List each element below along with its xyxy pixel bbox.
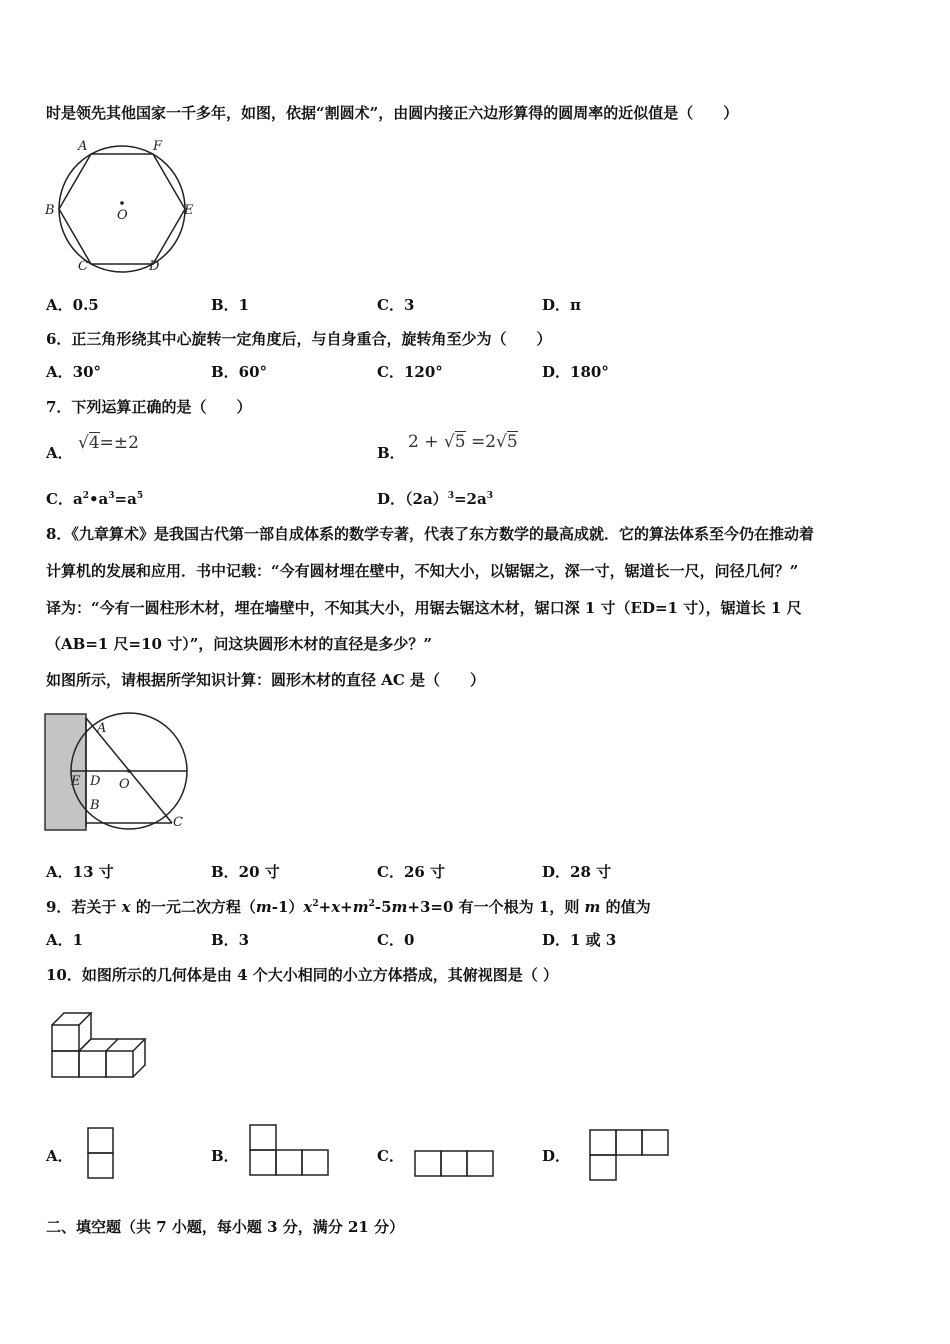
- q7-c-a1: a: [72, 490, 83, 508]
- hexagon-circle-figure: [40, 133, 210, 278]
- label-o: O: [119, 777, 130, 792]
- q9-text-7: +3=0 有一个根为 1，则: [407, 898, 585, 916]
- q9-var-m: m: [255, 898, 272, 916]
- q7-b-radicand-2: 5: [506, 432, 518, 452]
- section-2-title: 二、填空题（共 7 小题，每小题 3 分，满分 21 分）: [46, 1218, 405, 1236]
- q9-var-m: m: [584, 898, 601, 916]
- q5-option-b[interactable]: B．1: [211, 296, 250, 314]
- top-cube-top: [52, 1013, 91, 1025]
- cube-top-front: [52, 1025, 79, 1051]
- q8-line-2: 计算机的发展和应用．书中记载：“今有圆材埋在壁中，不知大小，以锯锯之，深一寸，锯道长一尺，问径几何？”: [46, 562, 799, 580]
- q8-option-d[interactable]: D．28 寸: [542, 863, 612, 881]
- q9-option-a[interactable]: A．1: [46, 931, 84, 949]
- q7-option-a-expr: [78, 433, 139, 453]
- q8-line-5: 如图所示，请根据所学知识计算：圆形木材的直径 AC 是（ ）: [46, 671, 486, 689]
- q9-text-4: +: [318, 898, 332, 916]
- q6-stem: 6．正三角形绕其中心旋转一定角度后，与自身重合，旋转角至少为（ ）: [46, 330, 552, 348]
- q10-option-d[interactable]: D．: [542, 1147, 571, 1165]
- label-c: C: [78, 259, 88, 274]
- q6-option-d[interactable]: D．180°: [542, 363, 609, 381]
- q7-c-dot: •a: [88, 490, 109, 508]
- q6-option-b[interactable]: B．60°: [211, 363, 268, 381]
- q7-c-e2: 3: [108, 491, 115, 501]
- q5-option-a[interactable]: A．0.5: [46, 296, 99, 314]
- q9-var-m: m: [391, 898, 408, 916]
- sqrt-sign: √: [496, 432, 507, 452]
- q9-text-1: 9．若关于: [46, 898, 122, 916]
- q9-var-x: x: [331, 898, 341, 916]
- q10-option-c[interactable]: C．: [377, 1147, 404, 1165]
- square: [88, 1153, 113, 1178]
- q10-option-a[interactable]: A．: [46, 1147, 73, 1165]
- q7-option-b-label[interactable]: B．: [377, 444, 405, 462]
- square: [441, 1151, 467, 1176]
- center-dot: [127, 769, 131, 773]
- q7-option-b-expr: [408, 432, 518, 452]
- q9-option-d[interactable]: D．1 或 3: [542, 931, 617, 949]
- label-c: C: [173, 815, 183, 830]
- cube-bottom-3: [106, 1051, 133, 1077]
- label-d: D: [90, 774, 101, 789]
- square: [415, 1151, 441, 1176]
- cube-bottom-1: [52, 1051, 79, 1077]
- square: [590, 1130, 616, 1155]
- q7-c-e3: 5: [136, 491, 144, 501]
- q10-option-b-figure[interactable]: [248, 1123, 330, 1179]
- label-f: F: [153, 139, 163, 154]
- q5-option-c[interactable]: C．3: [377, 296, 415, 314]
- q8-line-3: 译为：“今有一圆柱形木材，埋在墙壁中，不知其大小，用锯去锯这木材，锯口深 1 寸（ED=1 寸），锯道长 1 尺: [46, 599, 802, 617]
- q10-option-d-figure[interactable]: [588, 1128, 670, 1184]
- q7-d-e1: 3: [447, 491, 454, 501]
- q7-b-radicand-1: 5: [454, 432, 466, 452]
- square: [302, 1150, 328, 1175]
- square: [88, 1128, 113, 1153]
- q8-option-a[interactable]: A．13 寸: [46, 863, 114, 881]
- q9-option-c[interactable]: C．0: [377, 931, 415, 949]
- wall: [45, 714, 86, 830]
- q7-b-mid: =2: [465, 432, 497, 452]
- label-b: B: [90, 798, 100, 813]
- square: [276, 1150, 302, 1175]
- label-e: E: [184, 203, 194, 218]
- q9-text-8: 的值为: [600, 898, 651, 916]
- q10-option-c-figure[interactable]: [413, 1148, 495, 1180]
- q7-d-label: D．: [377, 490, 406, 508]
- label-b: B: [45, 203, 55, 218]
- q7-b-lead: 2 +: [408, 432, 444, 452]
- q8-option-c[interactable]: C．26 寸: [377, 863, 446, 881]
- bottom-divider-1: [106, 1039, 118, 1051]
- square: [250, 1150, 276, 1175]
- q7-c-label: C．: [46, 490, 73, 508]
- square: [467, 1151, 493, 1176]
- label-o: O: [117, 208, 128, 223]
- center-dot: [120, 201, 124, 205]
- q9-stem: [46, 896, 651, 917]
- q7-a-radicand: 4: [88, 433, 100, 453]
- q9-exp-1: 2: [312, 899, 319, 909]
- q9-var-x: x: [121, 898, 131, 916]
- square: [590, 1155, 616, 1180]
- label-a: A: [97, 721, 107, 736]
- q9-text-5: +: [340, 898, 353, 916]
- q8-option-b[interactable]: B．20 寸: [211, 863, 280, 881]
- q9-text-2: 的一元二次方程（: [130, 898, 256, 916]
- q9-exp-2: 2: [368, 899, 375, 909]
- q9-var-x: x: [303, 898, 313, 916]
- cube-bottom-2: [79, 1051, 106, 1077]
- q10-option-a-figure[interactable]: [86, 1126, 116, 1182]
- wood-in-wall-figure: [44, 712, 194, 837]
- q8-line-4: （AB=1 尺=10 寸）”，问这块圆形木材的直径是多少？”: [46, 635, 432, 653]
- sqrt-sign: √: [78, 433, 89, 453]
- q6-option-c[interactable]: C．120°: [377, 363, 443, 381]
- q9-option-b[interactable]: B．3: [211, 931, 250, 949]
- square: [616, 1130, 642, 1155]
- q7-c-eq: =a: [114, 490, 137, 508]
- label-e: E: [71, 774, 81, 789]
- q8-line-1: 8．《九章算术》是我国古代第一部自成体系的数学专著，代表了东方数学的最高成就．它的算法体系至今仍在推动着: [46, 525, 814, 543]
- q5-option-d[interactable]: D．π: [542, 296, 581, 314]
- q9-var-m: m: [352, 898, 369, 916]
- q7-d-base: （2a）: [405, 490, 448, 508]
- label-a: A: [78, 139, 88, 154]
- q7-a-rest: =±2: [99, 433, 139, 453]
- square: [642, 1130, 668, 1155]
- square: [250, 1125, 276, 1150]
- q10-stem: 10．如图所示的几何体是由 4 个大小相同的小立方体搭成，其俯视图是（ ）: [46, 966, 558, 984]
- q9-text-6: -5: [374, 898, 392, 916]
- q7-d-e2: 3: [486, 491, 493, 501]
- q5-stem: 时是领先其他国家一千多年，如图，依据“割圆术”，由圆内接正六边形算得的圆周率的近似值是（ ）: [46, 104, 739, 122]
- sqrt-sign: √: [443, 432, 455, 452]
- q7-d-eq: =2a: [453, 490, 487, 508]
- q7-stem: 7．下列运算正确的是（ ）: [46, 398, 252, 416]
- label-d: D: [149, 259, 160, 274]
- q7-c-e1: 2: [82, 491, 89, 501]
- q7-option-a-label[interactable]: A．: [46, 444, 73, 462]
- q10-option-b[interactable]: B．: [211, 1147, 239, 1165]
- q9-text-3: -1）: [271, 898, 304, 916]
- q7-option-d[interactable]: [377, 488, 493, 509]
- q6-option-a[interactable]: A．30°: [46, 363, 102, 381]
- q7-option-c[interactable]: [46, 488, 143, 509]
- cube-solid-figure: [46, 1008, 156, 1080]
